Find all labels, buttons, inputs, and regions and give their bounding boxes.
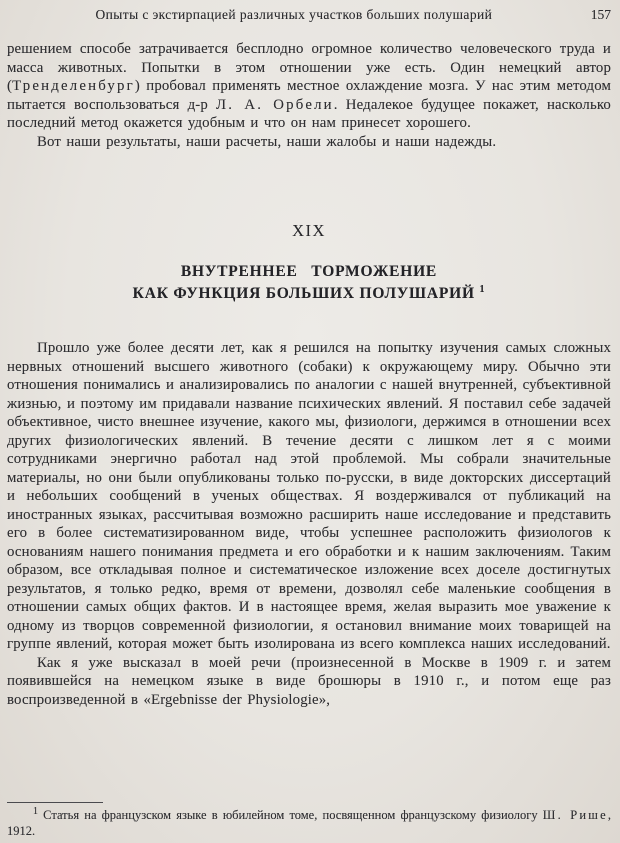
chapter-title-text: КАК ФУНКЦИЯ БОЛЬШИХ ПОЛУШАРИЙ: [132, 285, 475, 302]
footnote-section: [7, 802, 611, 839]
chapter-title-line2: [7, 283, 611, 305]
page-header: [7, 7, 611, 23]
footnote-body: Статья на французском языке в юбилейном томе, посвященном французскому физиологу: [43, 808, 543, 822]
paragraph-text: ) пробовал применять местное охлаждение мозга. У нас этим методом пытается воспользоваться д-р: [7, 78, 611, 113]
chapter-title: [7, 261, 611, 305]
person-name: Тренделенбург: [12, 78, 135, 94]
intro-section: [7, 40, 611, 151]
footnote-marker: 1: [33, 805, 38, 817]
footnote-rule: [7, 802, 103, 803]
footnote-text: [7, 805, 612, 839]
results-paragraph: Вот наши результаты, наши расчеты, наши жалобы и наши надежды.: [37, 133, 497, 150]
footnote-body: , 1912.: [7, 808, 612, 838]
paragraph-text: . Недалекое будущее покажет, насколько последний метод окажется удобным и что он нам принесет хорошего.: [7, 96, 611, 131]
chapter-body: [7, 339, 611, 709]
body-paragraph-2: Как я уже высказал в моей речи (произнесенной в Москве в 1909 г. и затем появившейся на немецком языке в виде брошюры в 1910 г., и потом еще раз воспроизведенной в «Ergebnisse der Physiologie»,: [7, 654, 611, 708]
paragraph-text: решением способе затрачивается бесплодно огромное количество человеческого труда и масса животных. Попытки в этом отношении уже есть. Один немецкий автор (: [7, 41, 611, 94]
running-title: Опыты с экстирпацией различных участков больших полушарий: [95, 7, 493, 22]
chapter-title-line1: ВНУТРЕННЕЕ ТОРМОЖЕНИЕ: [180, 263, 438, 280]
chapter-footnote-marker: 1: [479, 283, 486, 295]
person-name: Л. А. Орбели: [216, 96, 334, 113]
body-paragraph-1: Прошло уже более десяти лет, как я решился на попытку изучения самых сложных нервных отношений высшего животного (собаки) к окружающему миру. Обычно эти отношения понимались и анализировались по аналогии с нашей внутренней, субъективной жизнью, и поэтому им придавали название психических явлений. Я поставил себе задачей объективное, чисто внешнее изучение, какого мы, физиологи, держимся в отношении всех других физиологических явлений. В течение десяти с лишком лет я с моими сотрудниками энергично работал над этой проблемой. Мы собрали значительные материалы, но они были опубликованы только по-русски, в виде докторских диссертаций и небольших сообщений в ученых обществах. Я воздерживался от публикаций на иностранных языках, рассчитывая возможно расширить наше исследование и представить его в более систематизированном виде, чтобы успешнее расположить физиологов к основаниям нашего понимания предмета и его обработки и к нашим заключениям. Таким образом, все откладывая полное и систематическое изложение всех доселе достигнутых результатов, я только редко, время от времени, дозволял себе маленькие сообщения в отношении самых общих фактов. И в настоящее время, желая выразить мое уважение к одному из творцов современной физиологии, я остановил внимание моих товарищей на группе явлений, которая может быть изолирована из всего комплекса наших исследований.: [7, 340, 611, 652]
chapter-number: XIX: [292, 221, 326, 240]
person-name: Ш. Рише: [542, 808, 608, 822]
page-number: 157: [590, 7, 611, 22]
continuation-paragraph: [7, 40, 611, 133]
